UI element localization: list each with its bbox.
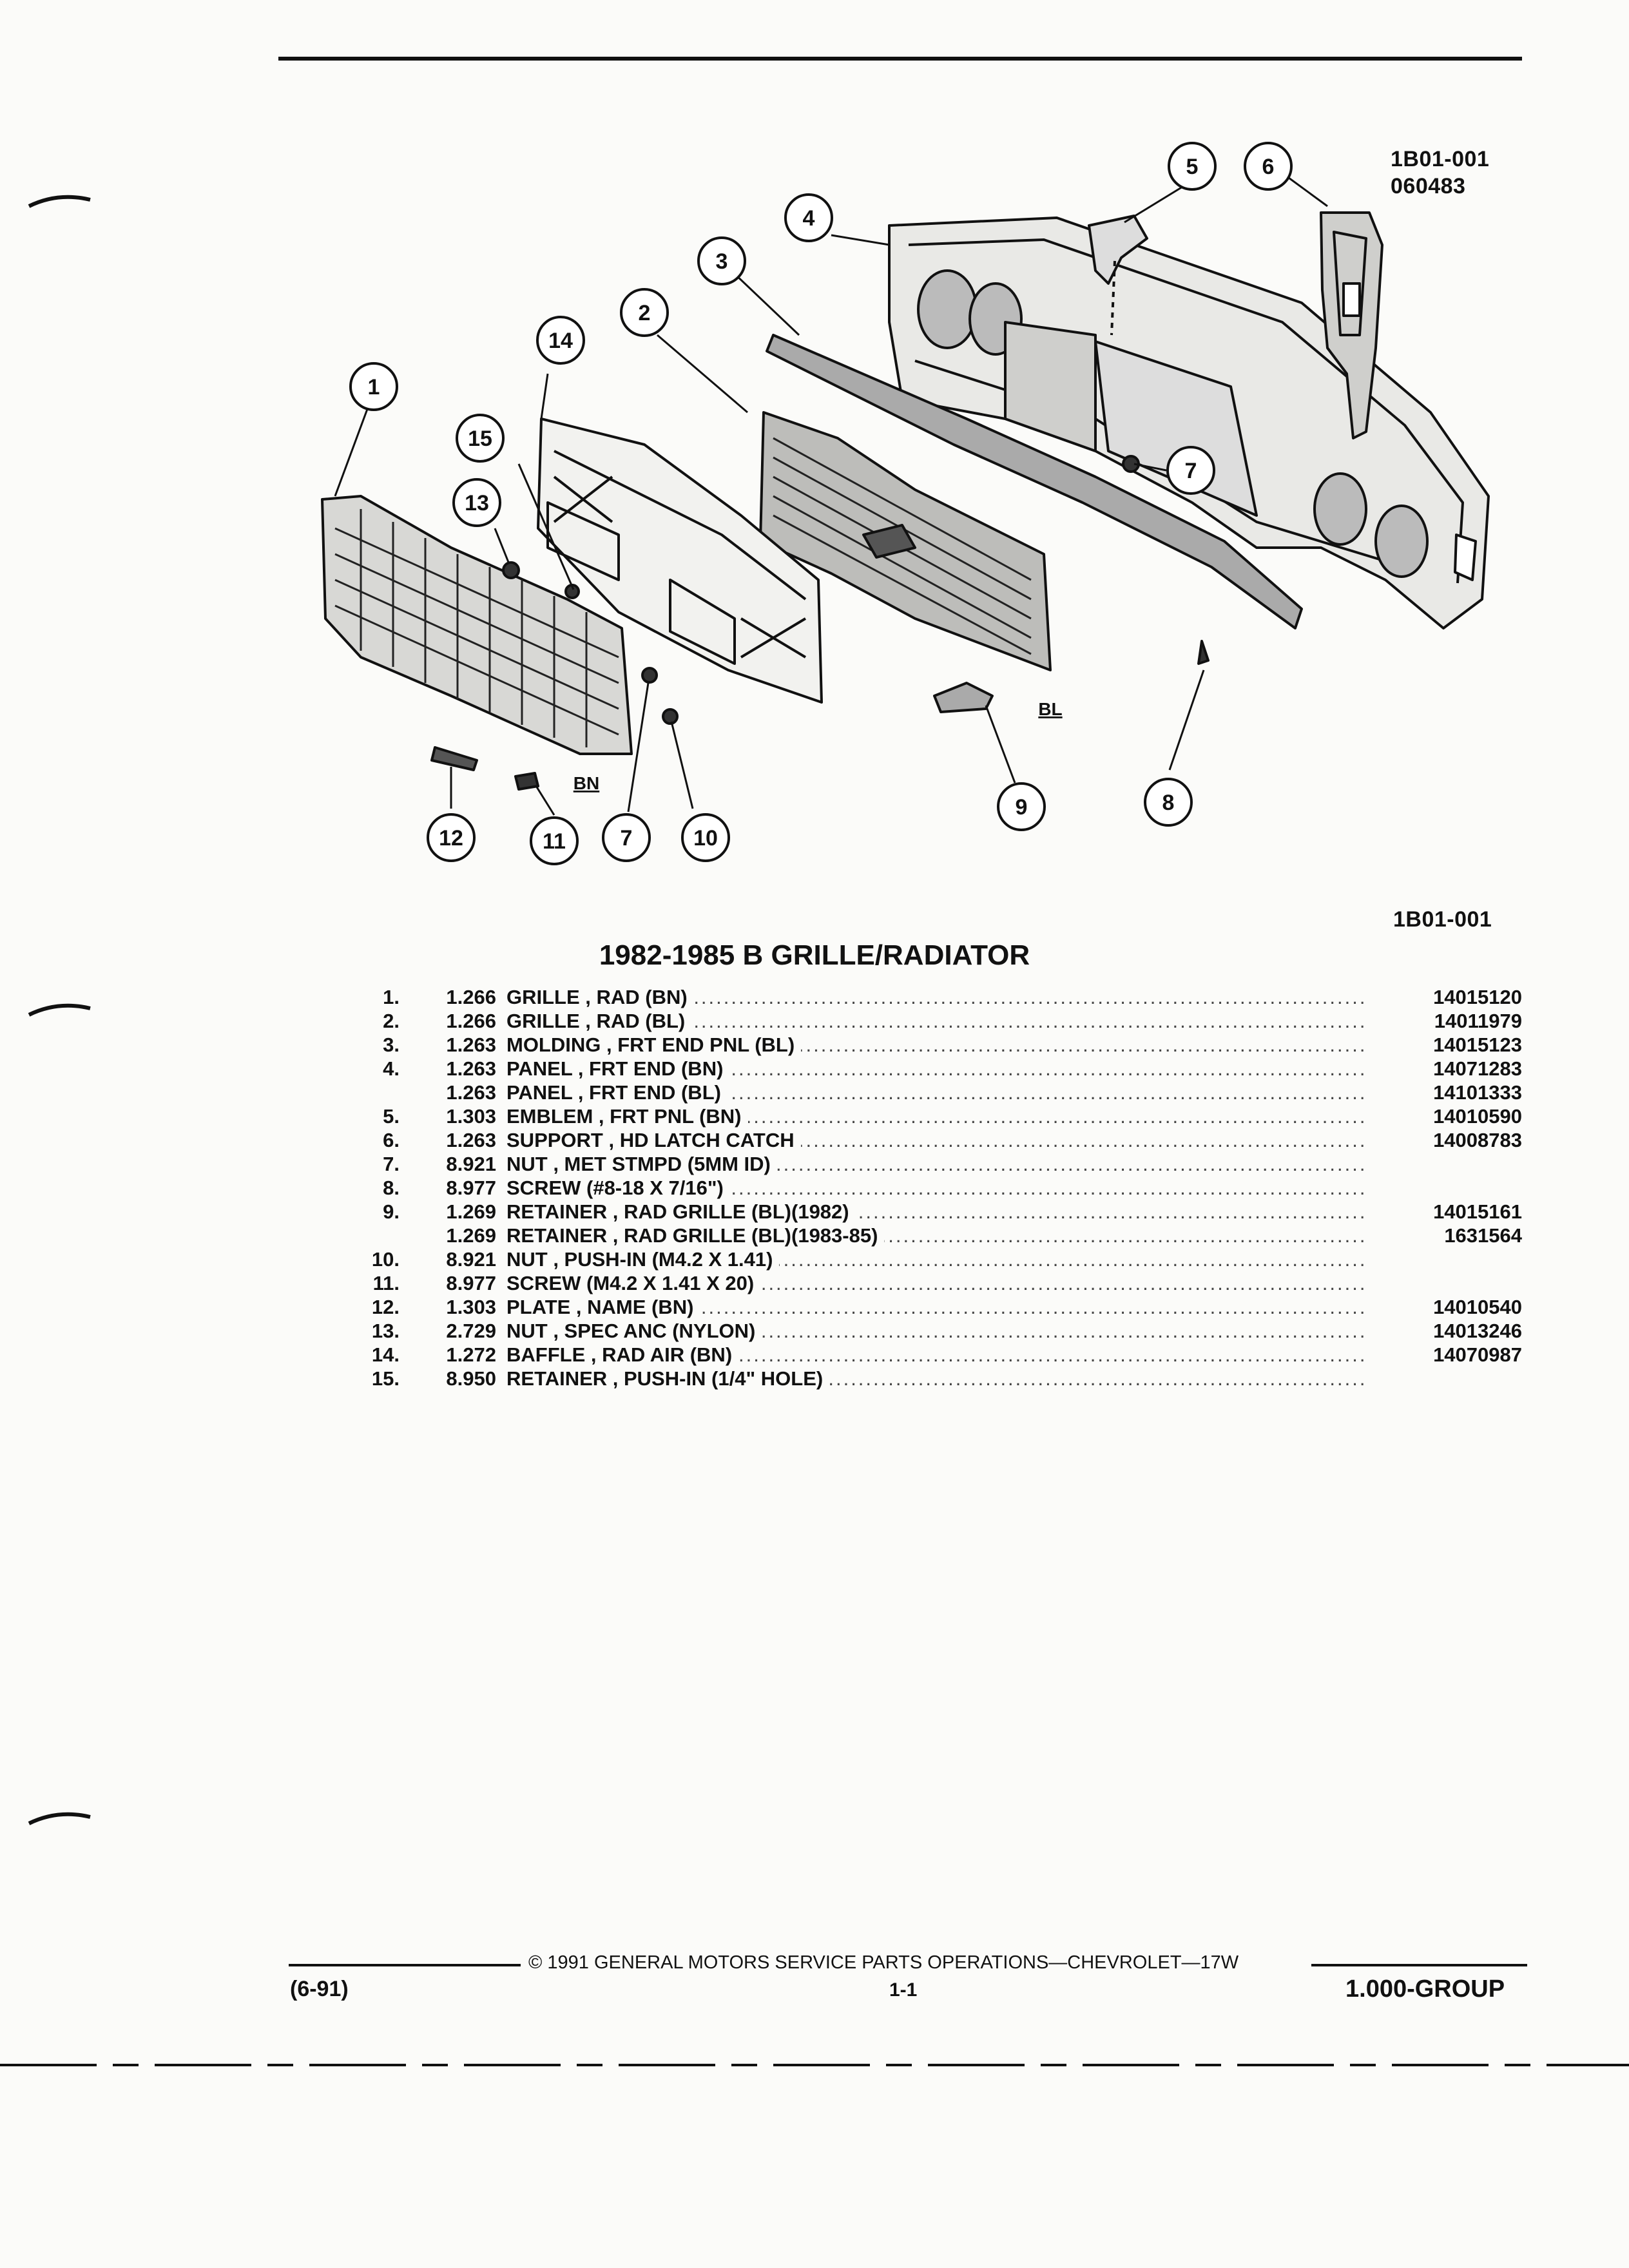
parts-row: 5. 1.303 ..... EMBLEM , FRT PNL (BN) 14010590 [361, 1105, 1527, 1129]
svg-text:12: 12 [439, 826, 463, 850]
bottom-dashed-rule [0, 2059, 1629, 2071]
parts-row: 1. 1.266 ..... GRILLE , RAD (BN) 14015120 [361, 986, 1527, 1010]
callout-13 [454, 479, 500, 526]
footer-copyright: © 1991 GENERAL MOTORS SERVICE PARTS OPERATIONS—CHEVROLET—17W [528, 1952, 1239, 1973]
parts-row: 14. 1.272 ..... BAFFLE , RAD AIR (BN) 14070987 [361, 1343, 1527, 1367]
figure-code-bottom: 1B01-001 [1393, 907, 1492, 932]
parts-row: 6. 1.263 ..... SUPPORT , HD LATCH CATCH 14008783 [361, 1129, 1527, 1153]
parts-row: 10. 8.921 ..... NUT , PUSH-IN (M4.2 X 1.41) [361, 1248, 1527, 1272]
parts-list [361, 986, 1527, 1391]
page-title: 1982-1985 B GRILLE/RADIATOR [599, 939, 1030, 971]
svg-text:9: 9 [1015, 795, 1028, 820]
parts-row: 3. 1.263 ..... MOLDING , FRT END PNL (BL) 14015123 [361, 1033, 1527, 1057]
svg-text:14: 14 [548, 329, 573, 353]
svg-text:10: 10 [693, 826, 718, 850]
callout-6 [1245, 143, 1291, 189]
callout-14 [537, 317, 584, 363]
parts-row: 13. 2.729 ..... NUT , SPEC ANC (NYLON) 14013246 [361, 1320, 1527, 1343]
footer-revision: (6-91) [290, 1977, 349, 2001]
parts-row: 7. 8.921 ..... NUT , MET STMPD (5MM ID) [361, 1153, 1527, 1177]
parts-row: 15. 8.950 ..... RETAINER , PUSH-IN (1/4" HOLE) [361, 1367, 1527, 1391]
callout-3 [699, 238, 745, 284]
callout-8 [1145, 779, 1191, 825]
callout-12 [428, 814, 474, 861]
callout-7-top [1168, 447, 1214, 494]
parts-row: 1.263 ..... PANEL , FRT END (BL) 14101333 [361, 1081, 1527, 1105]
callout-2 [621, 289, 668, 336]
callout-4 [786, 195, 832, 241]
svg-text:13: 13 [465, 491, 489, 515]
svg-text:15: 15 [468, 427, 492, 451]
callout-1 [351, 363, 397, 410]
parts-row: 12. 1.303 ..... PLATE , NAME (BN) 14010540 [361, 1296, 1527, 1320]
callout-11 [531, 818, 577, 864]
svg-text:11: 11 [543, 829, 566, 854]
exploded-parts-diagram [303, 122, 1521, 876]
punch-mark-1 [26, 187, 97, 213]
punch-mark-2 [26, 995, 97, 1021]
svg-text:1: 1 [367, 375, 380, 399]
parts-row: 8. 8.977 ..... SCREW (#8-18 X 7/16") [361, 1177, 1527, 1200]
footer-group: 1.000-GROUP [1345, 1975, 1505, 2003]
svg-text:6: 6 [1262, 155, 1275, 179]
callout-5 [1169, 143, 1215, 189]
callout-10 [682, 814, 729, 861]
callout-7-bottom [603, 814, 650, 861]
svg-text:8: 8 [1162, 791, 1175, 815]
parts-row: 2. 1.266 ..... GRILLE , RAD (BL) 14011979 [361, 1010, 1527, 1033]
callout-15 [457, 415, 503, 461]
svg-text:2: 2 [638, 301, 651, 325]
figure-code-top: 1B01-001 [1391, 147, 1490, 171]
svg-text:7: 7 [620, 826, 633, 850]
svg-text:5: 5 [1186, 155, 1199, 179]
punch-mark-3 [26, 1804, 97, 1830]
parts-row: 9. 1.269 ..... RETAINER , RAD GRILLE (BL)(1982) 14015161 [361, 1200, 1527, 1224]
footer-rule-right [1311, 1964, 1527, 1966]
svg-text:7: 7 [1184, 459, 1197, 483]
label-bn: BN [573, 773, 600, 793]
footer-rule-left [289, 1964, 521, 1966]
callout-9 [998, 783, 1045, 830]
svg-text:3: 3 [715, 249, 728, 274]
label-bl: BL [1038, 699, 1063, 719]
parts-row: 4. 1.263 ..... PANEL , FRT END (BN) 14071283 [361, 1057, 1527, 1081]
top-rule [278, 57, 1522, 61]
footer-page-number: 1-1 [889, 1979, 918, 2001]
svg-text:4: 4 [802, 206, 815, 231]
parts-row: 11. 8.977 ..... SCREW (M4.2 X 1.41 X 20) [361, 1272, 1527, 1296]
parts-row: 1.269 ..... RETAINER , RAD GRILLE (BL)(1983-85) 1631564 [361, 1224, 1527, 1248]
figure-date-code: 060483 [1391, 174, 1466, 198]
